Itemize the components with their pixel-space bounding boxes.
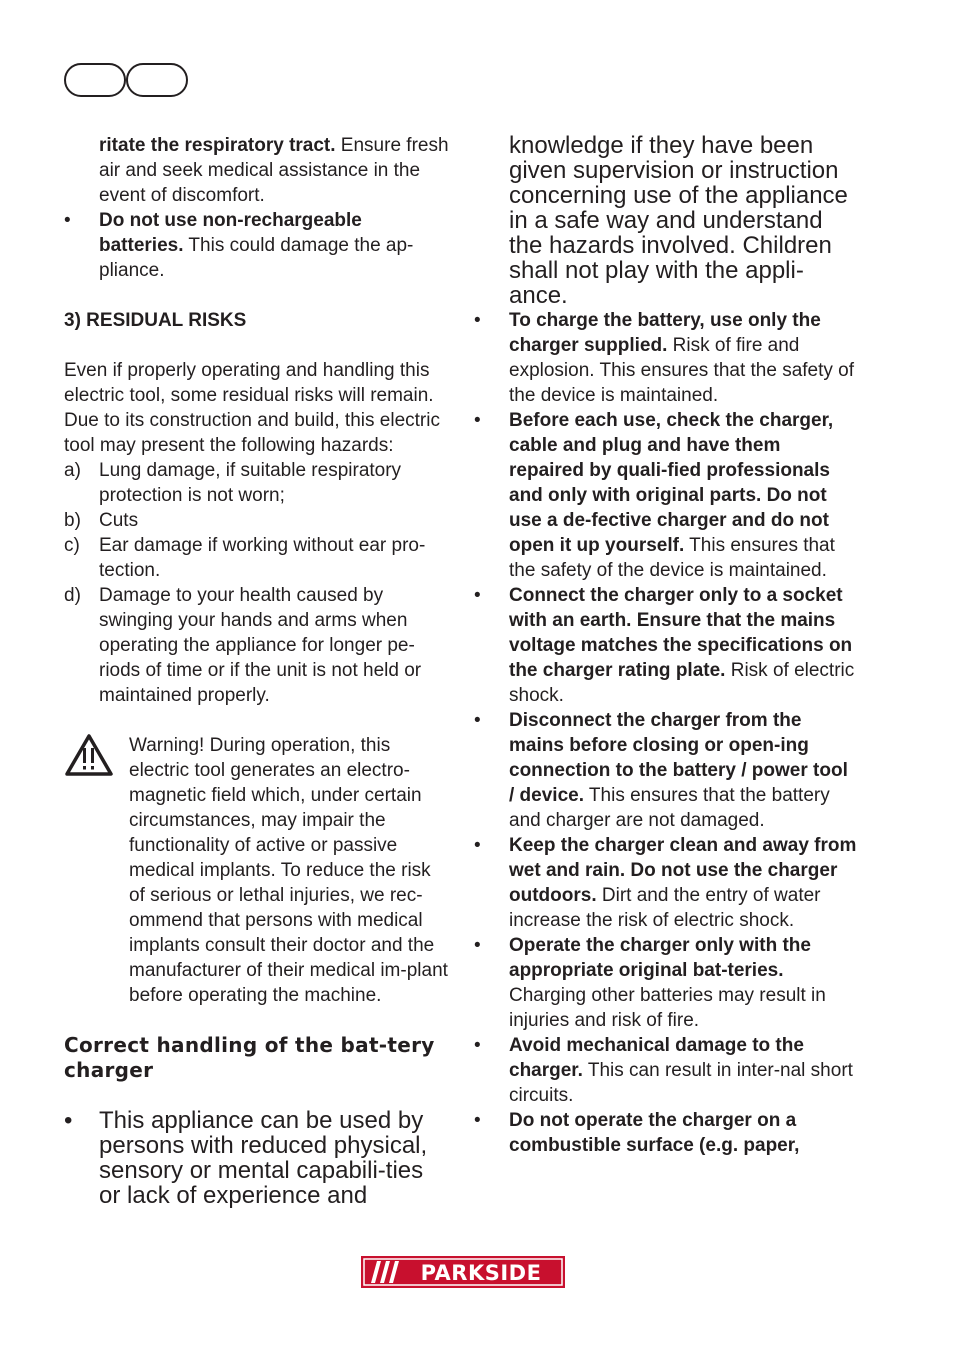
bullet-item (474, 308, 858, 408)
continued-big-paragraph: knowledge if they have been given supervision or instruction concerning use of the appliance in a safe way and understand the hazards involved. Children shall not play with the appli-ance. (509, 132, 848, 309)
bullet-item (64, 208, 450, 283)
bullet-bold: Before each use, check the charger, cable and plug and have them repaired by quali-fied professionals and only with original parts. Do not use a de-fective charger and do not open it up yourself. (509, 410, 834, 556)
right-column (474, 133, 858, 1158)
risk-text: Damage to your health caused by swinging your hands and arms when operating the appliance for longer pe-riods of time or if the unit is not held or maintained properly. (99, 585, 422, 706)
left-column (64, 133, 450, 1208)
bullet-item (474, 833, 858, 933)
warning-block (64, 733, 450, 1008)
bullet-item (474, 708, 858, 833)
bullet-item (474, 408, 858, 583)
risk-label: d) (64, 585, 81, 606)
language-badge (64, 63, 188, 97)
big-bullet-item: • This appliance can be used by persons with reduced physical, sensory or mental capabili-ties or lack of experience and (64, 1108, 450, 1208)
risk-label: c) (64, 535, 80, 556)
language-badge-left (64, 63, 126, 97)
section-title: 3) RESIDUAL RISKS (64, 310, 247, 331)
continued-bold: ritate the respiratory tract. (99, 135, 336, 156)
risk-item (64, 458, 450, 508)
risk-item (64, 583, 450, 708)
risk-text: Ear damage if working without ear pro-tection. (99, 535, 426, 581)
continued-text: Ensure fresh air and seek medical assistance in the event of discomfort. (99, 135, 449, 206)
parkside-logo-graphic (361, 1256, 565, 1288)
bullet-bold: Disconnect the charger from the mains before closing or open-ing connection to the battery / power tool / device. (509, 710, 848, 806)
language-badge-right (126, 63, 188, 97)
risk-label: b) (64, 510, 81, 531)
bullet-text: This could damage the ap-pliance. (99, 235, 414, 281)
logo-text: PARKSIDE (420, 1261, 542, 1285)
subheading: Correct handling of the bat-tery charger (64, 1033, 435, 1082)
risk-text: Lung damage, if suitable respiratory protection is not worn; (99, 460, 402, 506)
bullet-bold: Do not operate the charger on a combustible surface (e.g. paper, (509, 1110, 800, 1156)
bullet-text: This ensures that the battery and charger are not damaged. (509, 785, 830, 831)
warning-text: Warning! During operation, this electric tool generates an electro-magnetic field which, under certain circumstances, may impair the functionality of active or passive medical implants. To reduce the risk of serious or lethal injuries, we rec-ommend that persons with medical implants consult their doctor and the manufacturer of their medical im-plant before operating the machine. (129, 735, 448, 1006)
intro-paragraph: Even if properly operating and handling this electric tool, some residual risks will remain. Due to its construction and build, this electric tool may present the following hazards: (64, 360, 440, 456)
bullet-bold: Avoid mechanical damage to the charger. (509, 1035, 804, 1081)
bullet-bold: Keep the charger clean and away from wet and rain. Do not use the charger outdoors. (509, 835, 857, 906)
bullet-bold: Operate the charger only with the appropriate original bat-teries. (509, 935, 811, 981)
risk-item (64, 508, 450, 533)
risk-item (64, 533, 450, 583)
continued-paragraph (64, 133, 450, 208)
parkside-logo (361, 1256, 565, 1288)
bullet-text: Dirt and the entry of water increase the risk of electric shock. (509, 885, 821, 931)
risk-label: a) (64, 460, 81, 481)
bullet-text: Risk of fire and explosion. This ensures that the safety of the device is maintained. (509, 335, 855, 406)
bullet-bold: Do not use non-rechargeable batteries. (99, 210, 362, 256)
risk-text: Cuts (99, 510, 139, 531)
bullet-bold: To charge the battery, use only the charger supplied. (509, 310, 821, 356)
bullet-text: This can result in inter-nal short circuits. (509, 1060, 853, 1106)
bullet-item (474, 583, 858, 708)
bullet-text: Charging other batteries may result in injuries and risk of fire. (509, 985, 826, 1031)
bullet-text: Risk of electric shock. (509, 660, 855, 706)
bullet-item (474, 933, 858, 1033)
bullet-bold: Connect the charger only to a socket with an earth. Ensure that the mains voltage matches the specifications on the charger rating plate. (509, 585, 853, 681)
warning-triangle-icon (64, 733, 114, 777)
bullet-item (474, 1108, 858, 1158)
bullet-item (474, 1033, 858, 1108)
bullet-text: This ensures that the safety of the device is maintained. (509, 535, 835, 581)
